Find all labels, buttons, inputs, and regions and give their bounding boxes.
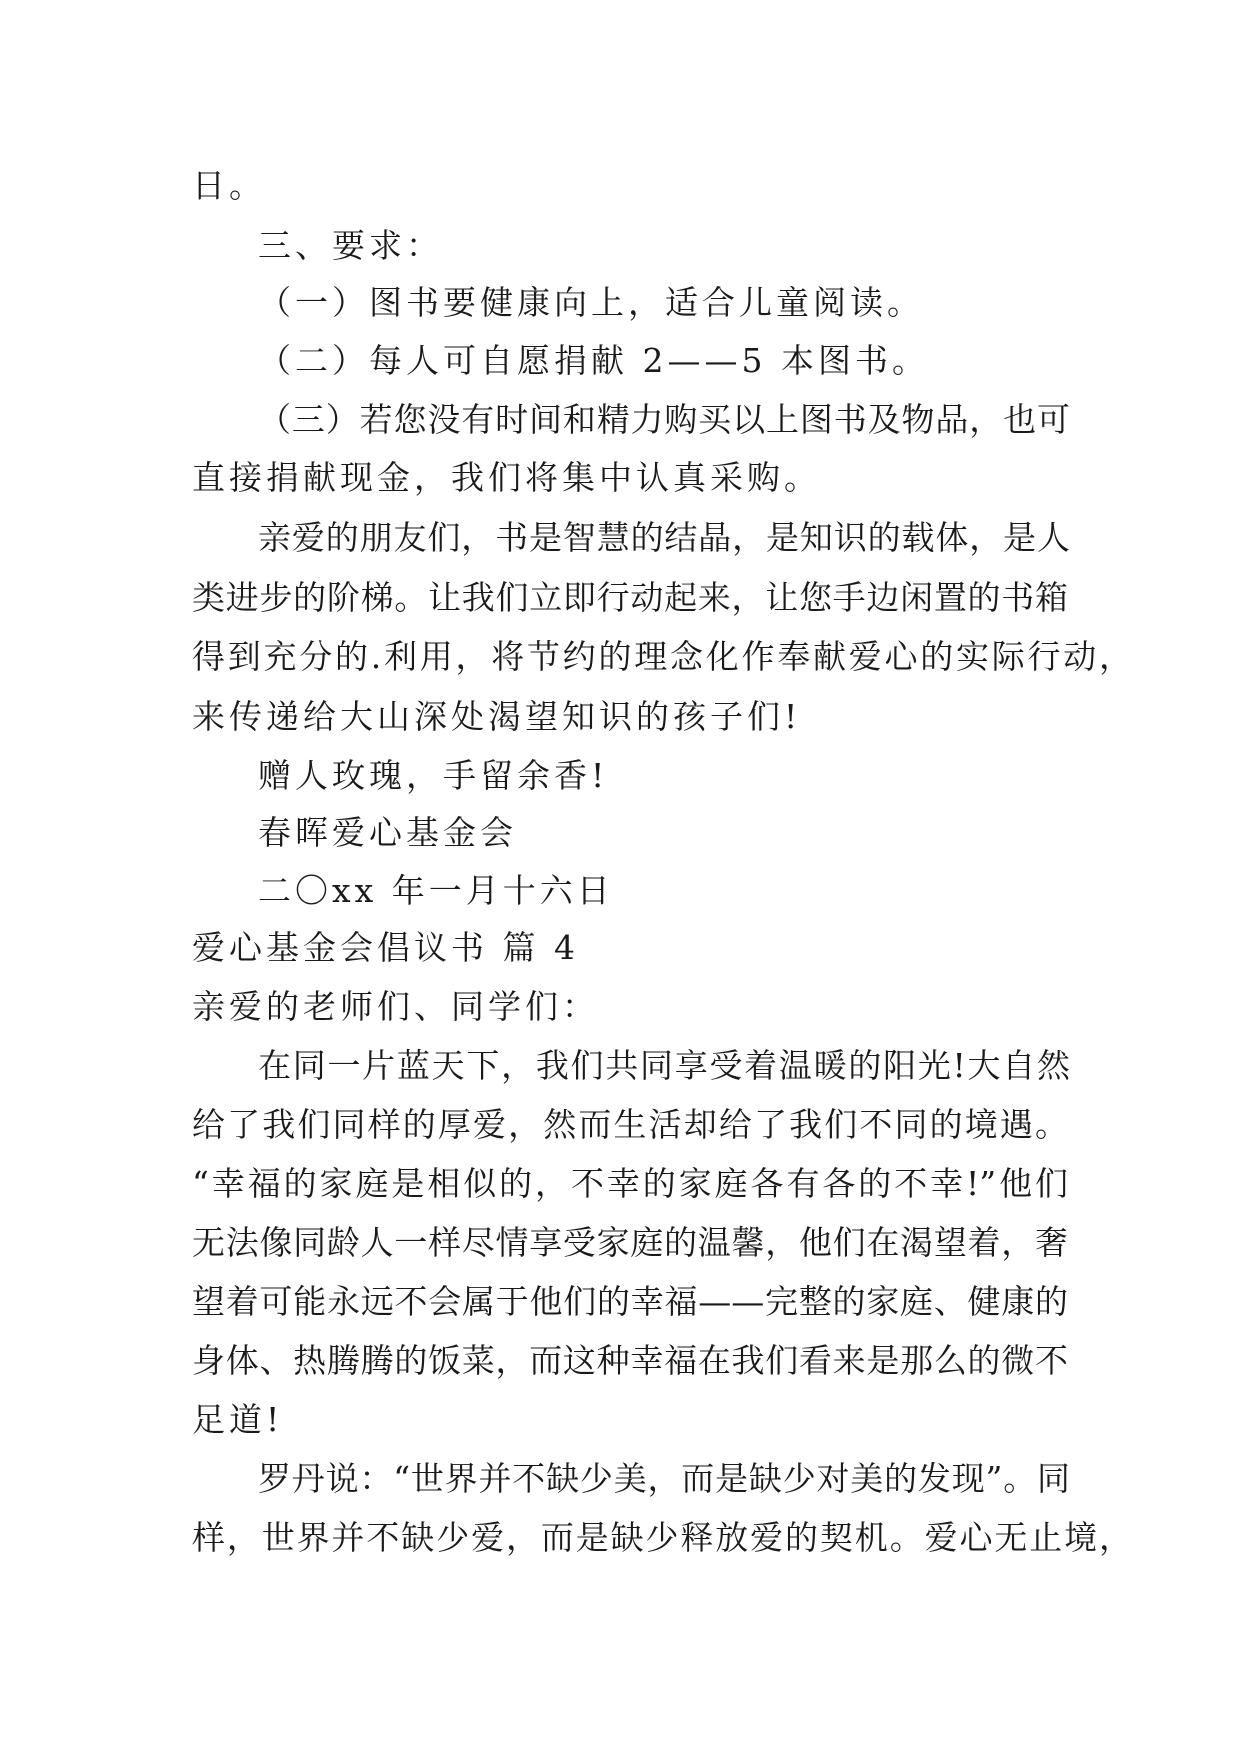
paragraph-line: 足道! [192,1400,284,1439]
text-line: 日。 [192,166,266,205]
paragraph-line: 类进步的阶梯。让我们立即行动起来，让您手边闲置的书箱 [192,578,1068,617]
paragraph-line: 身体、热腾腾的饭菜，而这种幸福在我们看来是那么的微不 [192,1341,1068,1380]
paragraph-line: 样，世界并不缺少爱，而是缺少释放爱的契机。爱心无止境， [192,1518,1132,1557]
paragraph-line: 罗丹说：“世界并不缺少美，而是缺少对美的发现”。同 [258,1459,1070,1498]
list-item: （二）每人可自愿捐献 2——5 本图书。 [258,341,929,380]
paragraph-line: 亲爱的朋友们，书是智慧的结晶，是知识的载体，是人 [258,518,1070,557]
salutation: 亲爱的老师们、同学们： [192,987,599,1026]
list-item: （三）若您没有时间和精力购买以上图书及物品，也可 [258,400,1070,439]
paragraph-line: “幸福的家庭是相似的，不幸的家庭各有各的不幸!”他们 [192,1164,1068,1203]
paragraph-line: 得到充分的.利用，将节约的理念化作奉献爱心的实际行动， [192,637,1132,676]
signature-date: 二〇xx 年一月十六日 [258,871,614,910]
text-line: 直接捐献现金，我们将集中认真采购。 [192,458,821,497]
section-title: 爱心基金会倡议书 篇 4 [192,928,579,967]
signature-org: 春晖爱心基金会 [258,813,517,852]
paragraph-line: 给了我们同样的厚爱，然而生活却给了我们不同的境遇。 [192,1105,1068,1144]
paragraph-line: 望着可能永远不会属于他们的幸福——完整的家庭、健康的 [192,1282,1068,1321]
paragraph-line: 在同一片蓝天下，我们共同享受着温暖的阳光!大自然 [258,1046,1070,1085]
section-heading: 三、要求： [258,226,443,265]
text-line: 赠人玫瑰，手留余香! [258,756,609,795]
list-item: （一）图书要健康向上，适合儿童阅读。 [258,283,924,322]
paragraph-line: 无法像同龄人一样尽情享受家庭的温馨，他们在渴望着，奢 [192,1223,1068,1262]
paragraph-line: 来传递给大山深处渴望知识的孩子们! [192,697,802,736]
